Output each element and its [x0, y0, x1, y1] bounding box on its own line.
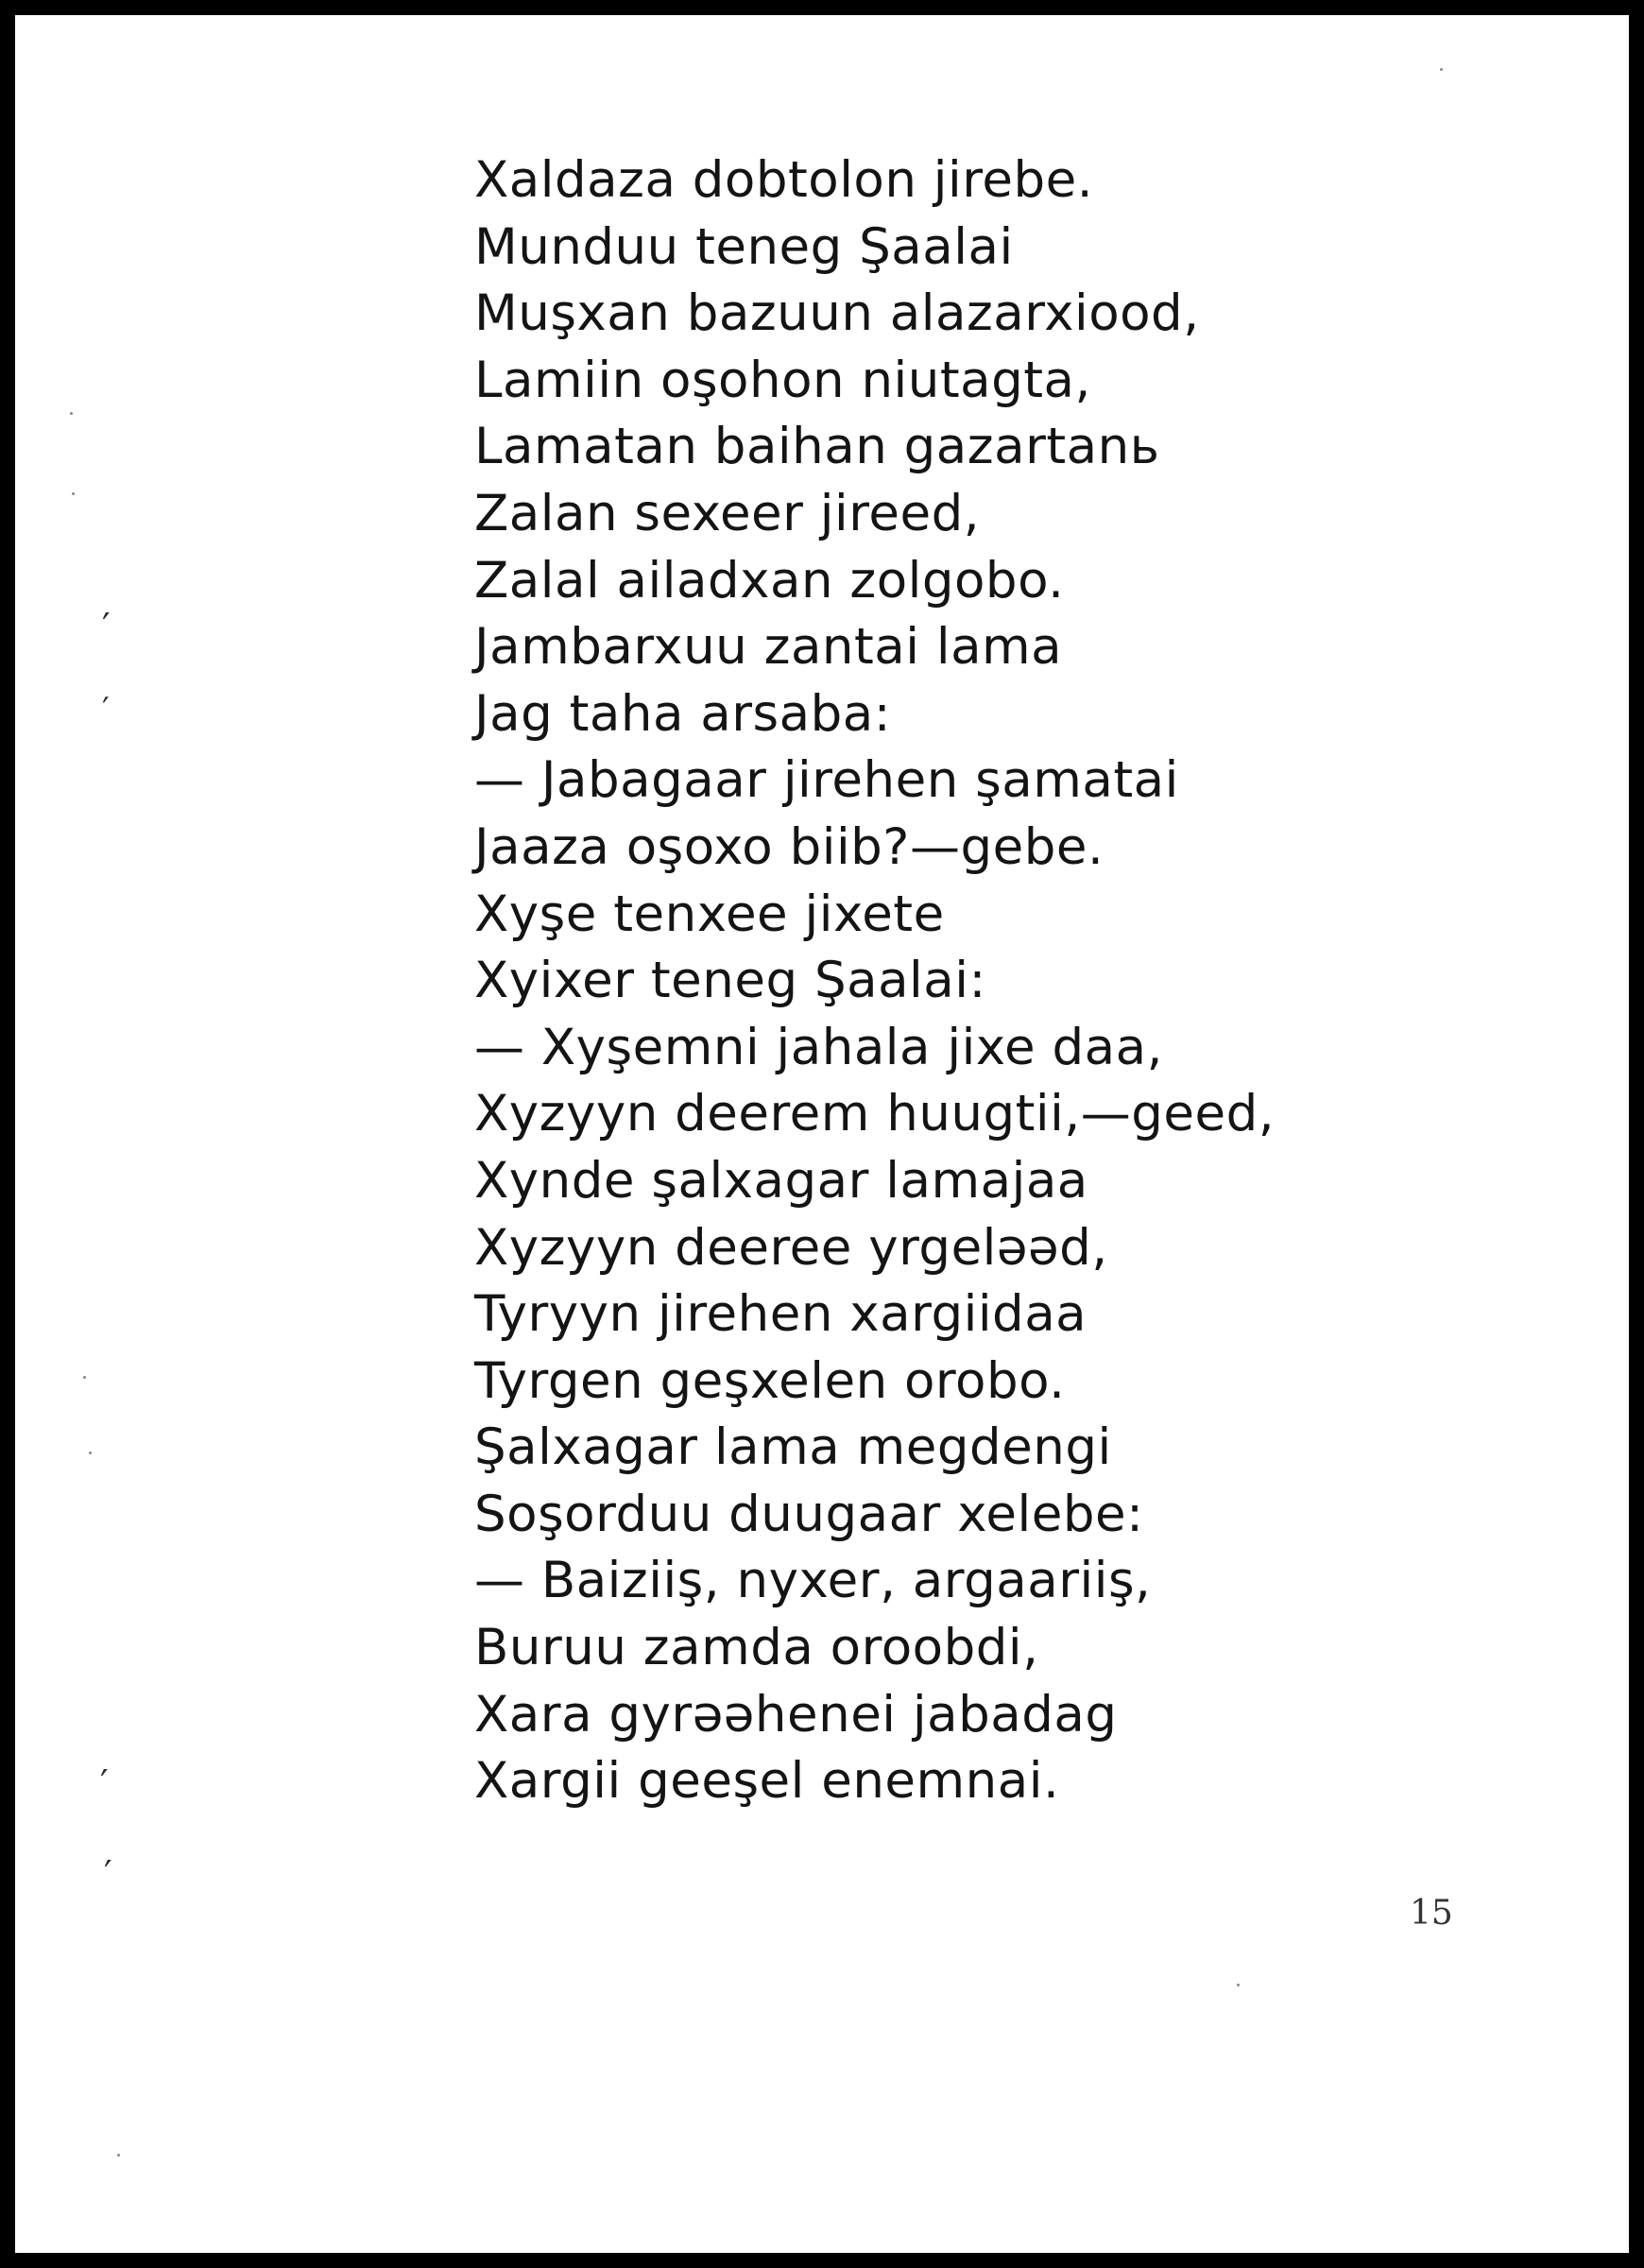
poem-text	[474, 147, 1495, 1815]
poem-line: Buruu zamda oroobdi,	[474, 1619, 1039, 1677]
page-number: 15	[1410, 1894, 1453, 1933]
poem-line: — Jabagaar jirehen şamatai	[474, 751, 1179, 810]
poem-line: — Xyşemni jahala jixe daa,	[474, 1018, 1163, 1076]
scan-artifact-mark: ′	[102, 691, 110, 729]
scan-artifact-dot	[89, 1452, 92, 1454]
scan-artifact-mark: ′	[100, 1762, 109, 1804]
scan-artifact-dot	[1237, 1984, 1240, 1986]
poem-line: Xaldaza dobtolon jirebe.	[474, 151, 1094, 209]
poem-line: Şalxagar lama megdengi	[474, 1418, 1112, 1477]
poem-line: Xargii geeşel enemnai.	[474, 1752, 1060, 1811]
scan-artifact-dot	[72, 492, 75, 495]
poem-line: Xynde şalxagar lamajaa	[474, 1151, 1088, 1210]
scan-artifact-dot	[83, 1376, 86, 1379]
poem-line: Soşorduu duugaar xelebe:	[474, 1485, 1144, 1543]
scan-artifact-dot	[106, 2255, 109, 2258]
poem-line: Xyzyyn deeree yrgeləəd,	[474, 1218, 1108, 1277]
poem-line: Lamiin oşohon niutagta,	[474, 351, 1091, 409]
scan-artifact-dot	[70, 412, 73, 415]
poem-line: Jambarxuu zantai lama	[474, 618, 1063, 677]
scan-artifact-mark: ′	[104, 1853, 112, 1895]
poem-line: Tyrgen geşxelen orobo.	[474, 1351, 1066, 1410]
poem-line: — Baiziiş, nyxer, argaariiş,	[474, 1552, 1152, 1610]
poem-line: Xara gyrəəhenei jabadag	[474, 1685, 1118, 1744]
poem-line: Xyşe tenxee jixete	[474, 885, 945, 943]
poem-line: Jag taha arsaba:	[474, 684, 892, 743]
poem-line: Lamatan baihan gazartanь	[474, 418, 1160, 476]
poem-line: Zalal ailadxan zolgobo.	[474, 551, 1065, 610]
scan-artifact-dot	[1440, 68, 1443, 71]
poem-line: Xyzyyn deerem huugtii,—geed,	[474, 1085, 1276, 1143]
scan-artifact-dot	[117, 2154, 120, 2156]
poem-line: Xyixer teneg Şaalai:	[474, 952, 986, 1010]
poem-line: Zalan sexeer jireed,	[474, 484, 981, 542]
poem-line: Munduu teneg Şaalai	[474, 217, 1014, 276]
poem-line: Jaaza oşoxo biib?—gebe.	[474, 817, 1105, 876]
poem-line: Tyryyn jirehen xargiidaa	[474, 1285, 1087, 1344]
scan-artifact-mark: ′	[102, 606, 111, 647]
poem-line: Muşxan bazuun alazarxiood,	[474, 284, 1200, 343]
